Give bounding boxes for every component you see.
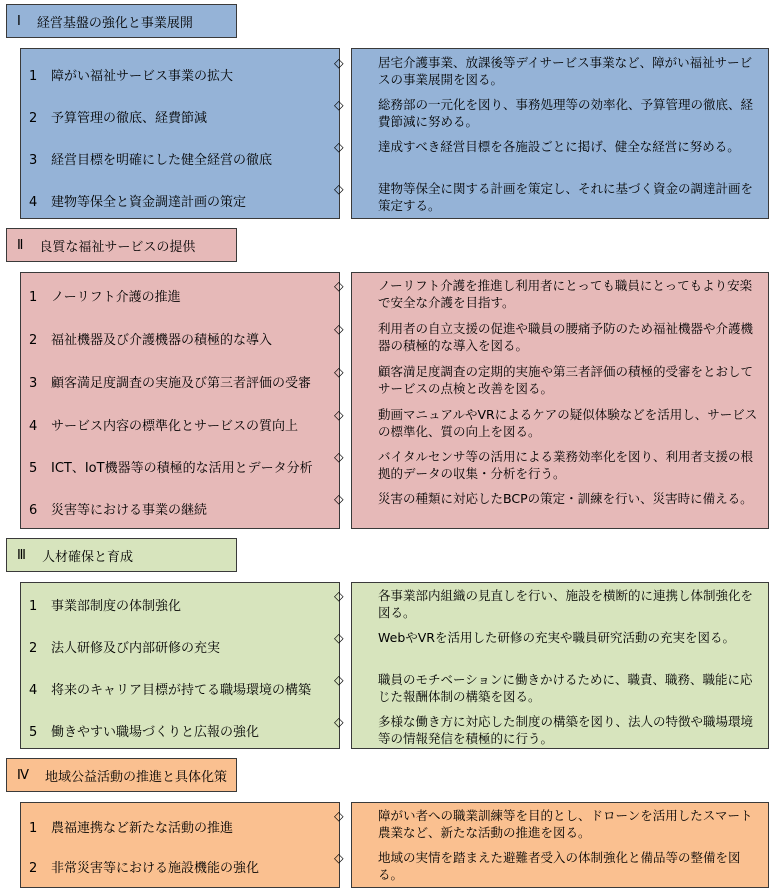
list-item: 1 農福連携など新たな活動の推進	[29, 821, 234, 836]
section-4-details-panel	[334, 802, 769, 888]
diamond-bullet-icon: ◇	[334, 588, 344, 603]
diamond-bullet-icon: ◇	[334, 55, 344, 70]
list-item: 5 働きやすい職場づくりと広報の強化	[29, 725, 260, 740]
diamond-bullet-icon: ◇	[334, 808, 344, 823]
diamond-bullet-icon: ◇	[334, 850, 344, 865]
diamond-bullet-icon: ◇	[334, 278, 344, 293]
detail-item: ◇ 建物等保全に関する計画を策定し、それに基づく資金の調達計画を策定する。	[334, 181, 754, 213]
diamond-bullet-icon: ◇	[334, 491, 344, 506]
section-3-header	[6, 538, 237, 572]
detail-item: ◇ 災害の種類に対応したBCPの策定・訓練を行い、災害時に備える。	[334, 491, 753, 506]
detail-item: ◇ バイタルセンサ等の活用による業務効率化を図り、利用者支援の根拠的データの収集・分析を行う。	[334, 449, 754, 481]
section-numeral: Ⅱ	[17, 237, 24, 253]
section-1-header	[6, 4, 237, 38]
diamond-bullet-icon: ◇	[334, 407, 344, 422]
diamond-bullet-icon: ◇	[334, 97, 344, 112]
detail-item: ◇ 利用者の自立支援の促進や職員の腰痛予防のため福祉機器や介護機器の積極的な導入を図る。	[334, 321, 754, 353]
section-numeral: Ⅲ	[17, 547, 26, 563]
section-4-header	[6, 758, 237, 792]
list-item: 2 予算管理の徹底、経費節減	[29, 111, 208, 126]
list-item: 4 将来のキャリア目標が持てる職場環境の構築	[29, 683, 312, 698]
list-item: 1 事業部制度の体制強化	[29, 599, 182, 614]
detail-item: ◇ WebやVRを活用した研修の充実や職員研究活動の充実を図る。	[334, 630, 735, 645]
diamond-bullet-icon: ◇	[334, 321, 344, 336]
list-item: 2 非常災害等における施設機能の強化	[29, 861, 260, 876]
list-item: 1 ノーリフト介護の推進	[29, 290, 181, 305]
section-1-details-panel	[334, 48, 769, 219]
diamond-bullet-icon: ◇	[334, 714, 344, 729]
detail-item: ◇ ノーリフト介護を推進し利用者にとっても職員にとってもより安楽で安全な介護を目指す。	[334, 278, 753, 310]
section-2-items-panel	[20, 272, 340, 529]
section-title: 良質な福祉サービスの提供	[39, 239, 196, 255]
section-2-details-panel	[334, 272, 769, 529]
list-item: 4 建物等保全と資金調達計画の策定	[29, 195, 247, 210]
section-4-items-panel	[20, 802, 340, 888]
list-item: 6 災害等における事業の継続	[29, 503, 208, 518]
list-item: 3 顧客満足度調査の実施及び第三者評価の受審	[29, 376, 312, 391]
detail-item: ◇ 障がい者への職業訓練等を目的とし、ドローンを活用したスマート農業など、新たな活動の推進を図る。	[334, 808, 753, 840]
section-1-items-panel	[20, 48, 340, 219]
detail-item: ◇ 各事業部内組織の見直しを行い、施設を横断的に連携し体制強化を図る。	[334, 588, 754, 620]
section-2-header	[6, 228, 237, 262]
diamond-bullet-icon: ◇	[334, 630, 344, 645]
diamond-bullet-icon: ◇	[334, 364, 344, 379]
detail-item: ◇ 達成すべき経営目標を各施設ごとに掲げ、健全な経営に努める。	[334, 139, 740, 154]
list-item: 4 サービス内容の標準化とサービスの質向上	[29, 419, 299, 434]
section-title: 人材確保と育成	[41, 549, 133, 565]
detail-item: ◇ 顧客満足度調査の定期的実施や第三者評価の積極的受審をとおしてサービスの点検と改善を図る。	[334, 364, 754, 396]
list-item: 2 法人研修及び内部研修の充実	[29, 641, 221, 656]
section-3-details-panel	[334, 582, 769, 749]
section-numeral: Ⅰ	[17, 13, 21, 29]
list-item: 3 経営目標を明確にした健全経営の徹底	[29, 153, 273, 168]
section-3-items-panel	[20, 582, 340, 749]
detail-item: ◇ 動画マニュアルやVRによるケアの疑似体験などを活用し、サービスの標準化、質の向上を図る。	[334, 407, 758, 439]
diamond-bullet-icon: ◇	[334, 181, 344, 196]
section-title: 経営基盤の強化と事業展開	[36, 15, 193, 31]
list-item: 5 ICT、IoT機器等の積極的な活用とデータ分析	[29, 461, 313, 476]
detail-item: ◇ 職員のモチベーションに働きかけるために、職責、職務、職能に応じた報酬体制の構築を図る。	[334, 672, 753, 704]
list-item: 2 福祉機器及び介護機器の積極的な導入	[29, 333, 273, 348]
section-title: 地域公益活動の推進と具体化策	[45, 769, 228, 785]
detail-item: ◇ 多様な働き方に対応した制度の構築を図り、法人の特徴や職場環境等の情報発信を積極的に行う。	[334, 714, 754, 746]
detail-item: ◇ 居宅介護事業、放課後等デイサービス事業など、障がい福祉サービスの事業展開を図る。	[334, 55, 753, 87]
detail-item: ◇ 地域の実情を踏まえた避難者受入の体制強化と備品等の整備を図る。	[334, 850, 741, 882]
detail-item: ◇ 総務部の一元化を図り、事務処理等の効率化、予算管理の徹底、経費節減に努める。	[334, 97, 754, 129]
diamond-bullet-icon: ◇	[334, 672, 344, 687]
list-item: 1 障がい福祉サービス事業の拡大	[29, 69, 234, 84]
diamond-bullet-icon: ◇	[334, 139, 344, 154]
section-numeral: Ⅳ	[17, 767, 29, 783]
diamond-bullet-icon: ◇	[334, 449, 344, 464]
